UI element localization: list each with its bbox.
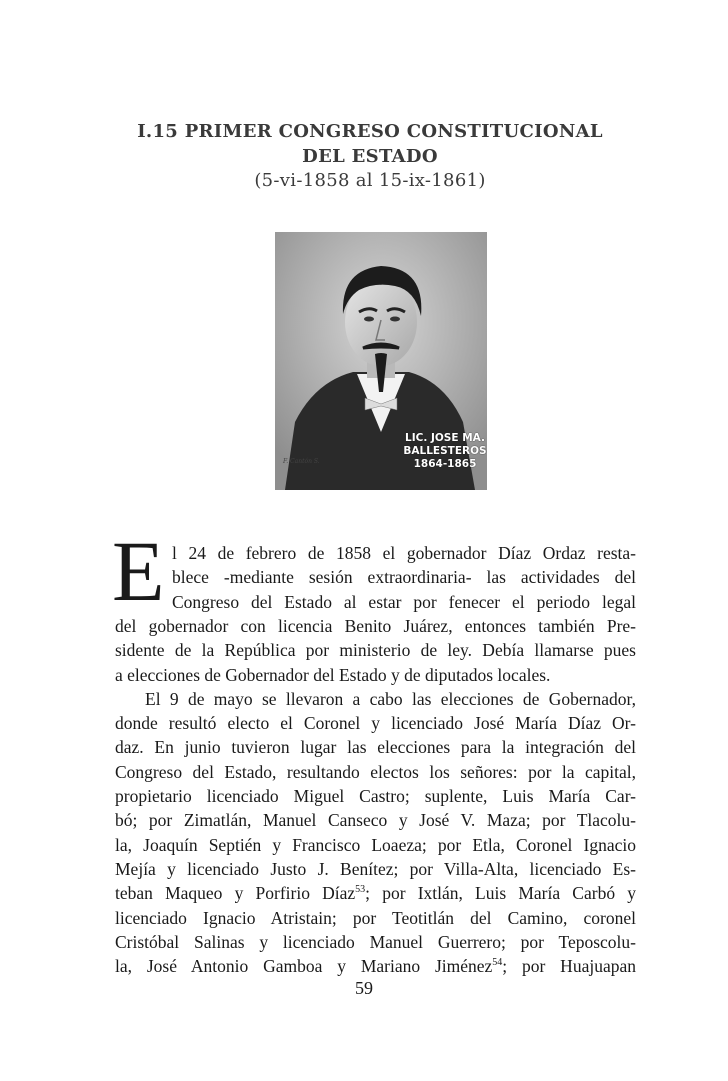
text-line: la, Joaquín Septién y Francisco Loaeza; por Etla, Coronel Ignacio xyxy=(115,834,636,855)
text-line: sidente de la República por ministerio de ley. Debía llamarse pues xyxy=(115,640,636,661)
section-title-line-1: I.15 PRIMER CONGRESO CONSTITUCIONAL xyxy=(137,121,603,142)
footnote-marker-54: 54 xyxy=(492,957,503,969)
text-line: daz. En junio tuvieron lugar las elecciones para la integración del xyxy=(115,737,636,758)
artist-signature: F. Cantón S. xyxy=(283,458,320,465)
section-title-line-2: DEL ESTADO xyxy=(302,146,438,167)
text-line: del gobernador con licencia Benito Juárez, entonces también Pre- xyxy=(115,616,636,636)
text-segment: ; por Ixtlán, Luis María Carbó y xyxy=(365,883,636,904)
portrait-caption-plate xyxy=(403,432,487,471)
text-line: donde resultó electo el Coronel y licenciado José María Díaz Or- xyxy=(115,713,636,734)
text-line: propietario licenciado Miguel Castro; suplente, Luis María Car- xyxy=(115,786,636,807)
text-segment: teban Maqueo y Porfirio Díaz xyxy=(115,883,356,904)
text-line: l 24 de febrero de 1858 el gobernador Díaz Ordaz resta- xyxy=(172,543,636,563)
text-segment: ; por Huajuapan xyxy=(502,956,636,977)
text-line: blece -mediante sesión extraordinaria- las actividades del xyxy=(172,567,636,588)
section-date-range: (5-vi-1858 al 15-ix-1861) xyxy=(254,170,486,191)
portrait-caption-surname: BALLESTEROS xyxy=(403,445,487,457)
page-number: 59 xyxy=(355,978,373,998)
text-line: Mejía y licenciado Justo J. Benítez; por Villa-Alta, licenciado Es- xyxy=(115,858,636,879)
text-line xyxy=(115,954,636,978)
portrait-caption-name: LIC. JOSE MA. xyxy=(405,432,485,444)
text-line: a elecciones de Gobernador del Estado y de diputados locales. xyxy=(115,664,551,685)
text-line: Congreso del Estado, resultando electos los señores: por la capital, xyxy=(115,761,636,782)
body-text xyxy=(115,614,636,978)
drop-cap: E xyxy=(112,523,165,619)
lead-paragraph xyxy=(172,541,636,614)
text-line: licenciado Ignacio Atristain; por Teotitlán del Camino, coronel xyxy=(115,907,636,928)
text-line: Congreso del Estado al estar por fenecer el periodo legal xyxy=(172,591,636,612)
portrait-image xyxy=(275,232,487,490)
text-line: bó; por Zimatlán, Manuel Canseco y José V. Maza; por Tlacolu- xyxy=(115,810,636,831)
text-line: Cristóbal Salinas y licenciado Manuel Guerrero; por Teposcolu- xyxy=(115,931,636,952)
footnote-marker-53: 53 xyxy=(355,884,366,896)
text-segment: la, José Antonio Gamboa y Mariano Jiménez xyxy=(115,956,493,977)
portrait-caption-years: 1864-1865 xyxy=(413,458,477,470)
text-line: El 9 de mayo se llevaron a cabo las elecciones de Gobernador, xyxy=(145,688,636,709)
text-line xyxy=(115,881,636,905)
